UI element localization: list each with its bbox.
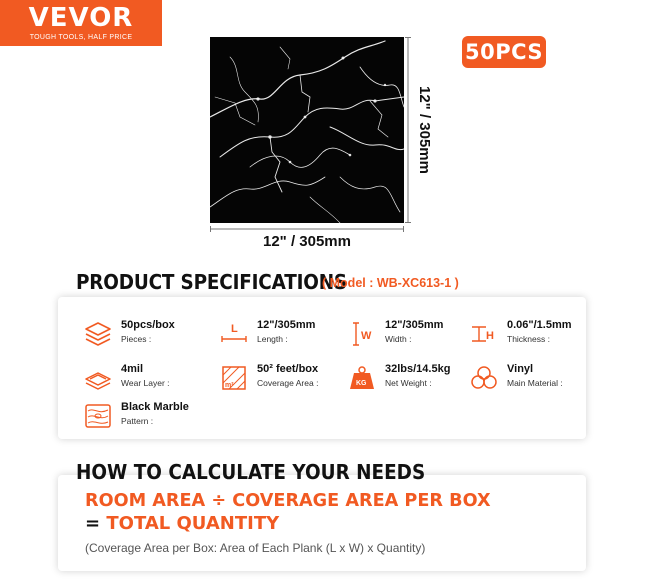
specs-title: PRODUCT SPECIFICATIONS [76, 270, 348, 294]
wood-pattern-icon [84, 403, 112, 429]
calculation-title: HOW TO CALCULATE YOUR NEEDS [76, 460, 426, 484]
spec-value: 0.06"/1.5mm [507, 319, 572, 331]
total-quantity-label: TOTAL QUANTITY [106, 513, 280, 534]
spec-value: 50² feet/box [257, 363, 319, 375]
vevor-logo [0, 0, 162, 46]
width-dimension-label: 12" / 305mm [262, 233, 351, 250]
material-icon [470, 365, 498, 391]
svg-text:KG: KG [356, 380, 367, 387]
coverage-note: (Coverage Area per Box: Area of Each Plank (L x W) x Quantity) [85, 541, 426, 555]
formula-line-1: ROOM AREA ÷ COVERAGE AREA PER BOX [85, 490, 491, 511]
logo-brand: VEVOR [28, 3, 134, 33]
stack-layers-icon [84, 321, 112, 347]
spec-label: Length : [257, 334, 288, 344]
spec-label: Pieces : [121, 334, 152, 344]
formula-line-2 [85, 513, 279, 534]
spec-label: Thickness : [507, 334, 550, 344]
equals-sign: = [85, 513, 107, 534]
spec-value: Black Marble [121, 401, 189, 413]
specs-card [58, 297, 586, 439]
spec-value: Vinyl [507, 363, 534, 375]
spec-value: 12"/305mm [385, 319, 444, 331]
weight-kg-icon [348, 365, 376, 391]
spec-label: Pattern : [121, 416, 154, 426]
coverage-area-icon [220, 365, 248, 391]
svg-text:W: W [361, 330, 372, 342]
length-L-icon [220, 321, 248, 347]
logo-tagline: TOUGH TOOLS, HALF PRICE [29, 34, 133, 41]
svg-text:H: H [486, 330, 494, 342]
quantity-badge: 50PCS [462, 36, 546, 68]
thickness-H-icon [470, 321, 498, 347]
spec-label: Wear Layer : [121, 378, 170, 388]
spec-label: Width : [385, 334, 412, 344]
height-dimension-label: 12" / 305mm [416, 85, 433, 174]
spec-value: 4mil [121, 363, 144, 375]
svg-text:m²: m² [225, 382, 234, 389]
svg-text:L: L [231, 323, 238, 335]
spec-label: Net Weight : [385, 378, 432, 388]
model-number: ( Model : WB-XC613-1 ) [322, 276, 459, 290]
spec-value: 12"/305mm [257, 319, 316, 331]
spec-value: 50pcs/box [121, 319, 175, 331]
width-W-icon [348, 321, 376, 347]
marble-tile-image [210, 37, 404, 223]
spec-value: 32lbs/14.5kg [385, 363, 451, 375]
width-dimension-line [210, 226, 404, 232]
wear-layer-icon [84, 365, 112, 391]
spec-label: Main Material : [507, 378, 563, 388]
marble-veins [210, 37, 404, 223]
spec-label: Coverage Area : [257, 378, 319, 388]
